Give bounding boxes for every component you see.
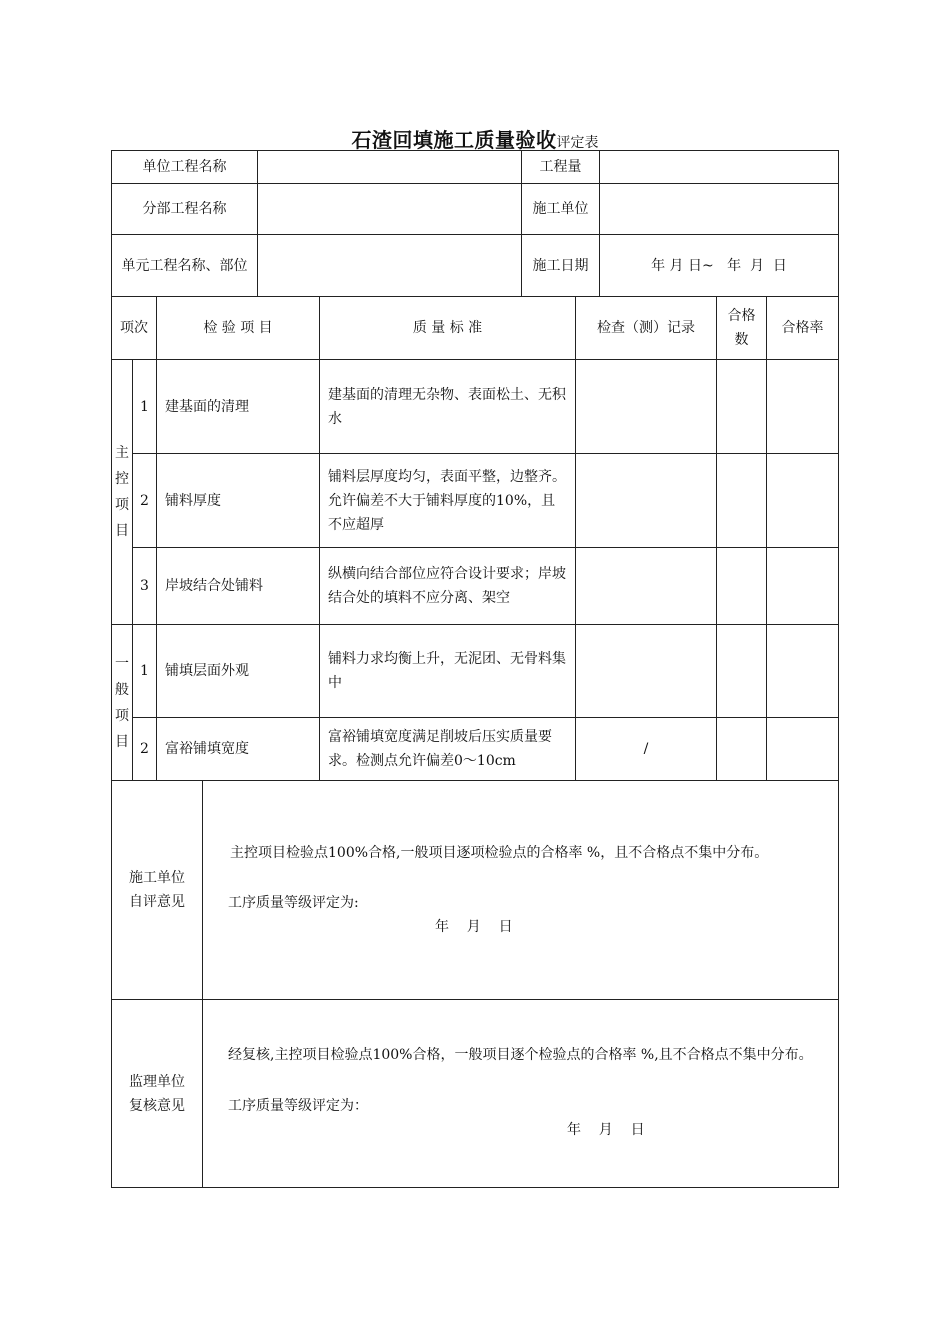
general-row-2-item: 富裕铺填宽度 [156, 717, 320, 781]
main-row-3-standard: 纵横向结合部位应符合设计要求；岸坡结合处的填料不应分离、架空 [319, 547, 576, 625]
main-row-2-standard: 铺料层厚度均匀，表面平整，边整齐。允许偏差不大于铺料厚度的10%，且不应超厚 [319, 453, 576, 548]
main-row-2-item: 铺料厚度 [156, 453, 320, 548]
contractor-date: 年 月 日 [435, 919, 513, 935]
page-title [0, 124, 950, 153]
supervisor-opinion-text: 经复核,主控项目检验点100%合格，一般项目逐个检验点的合格率 %,且不合格点不集中分布。 [228, 1047, 813, 1063]
sub-project-field[interactable] [257, 183, 522, 235]
main-row-2-record[interactable] [575, 453, 717, 548]
col-quality-standard: 质 量 标 准 [319, 296, 576, 360]
construction-date-label: 施工日期 [521, 234, 600, 297]
contractor-grade-label: 工序质量等级评定为: [228, 895, 359, 911]
general-row-1-rate[interactable] [766, 624, 839, 718]
main-row-3-item: 岸坡结合处铺料 [156, 547, 320, 625]
element-project-label: 单元工程名称、部位 [111, 234, 258, 297]
general-row-1-count[interactable] [716, 624, 767, 718]
supervisor-opinion-label: 监理单位复核意见 [111, 999, 203, 1188]
quantity-field[interactable] [599, 150, 839, 184]
main-row-1-item: 建基面的清理 [156, 359, 320, 454]
sub-project-label: 分部工程名称 [111, 183, 258, 235]
main-row-1-count[interactable] [716, 359, 767, 454]
contractor-opinion-label: 施工单位自评意见 [111, 780, 203, 1000]
main-row-3-rate[interactable] [766, 547, 839, 625]
main-row-2-no: 2 [132, 453, 157, 548]
general-row-2-record[interactable]: / [575, 717, 717, 781]
unit-project-field[interactable] [257, 150, 522, 184]
unit-project-label: 单位工程名称 [111, 150, 258, 184]
general-row-1-record[interactable] [575, 624, 717, 718]
quantity-label: 工程量 [521, 150, 600, 184]
general-row-2-standard: 富裕铺填宽度满足削坡后压实质量要求。检测点允许偏差0～10cm [319, 717, 576, 781]
col-item-no: 项次 [111, 296, 157, 360]
construction-date-field[interactable]: 年 月 日~ 年 月 日 [599, 234, 839, 297]
general-row-2-no: 2 [132, 717, 157, 781]
contractor-opinion-text: 主控项目检验点100%合格,一般项目逐项检验点的合格率 %，且不合格点不集中分布。 [230, 845, 769, 861]
main-row-1-record[interactable] [575, 359, 717, 454]
main-row-3-no: 3 [132, 547, 157, 625]
main-row-3-record[interactable] [575, 547, 717, 625]
main-row-3-count[interactable] [716, 547, 767, 625]
general-row-1-standard: 铺料力求均衡上升，无泥团、无骨料集中 [319, 624, 576, 718]
element-project-field[interactable] [257, 234, 522, 297]
main-row-1-rate[interactable] [766, 359, 839, 454]
general-row-2-count[interactable] [716, 717, 767, 781]
main-row-2-count[interactable] [716, 453, 767, 548]
main-row-1-standard: 建基面的清理无杂物、表面松土、无积水 [319, 359, 576, 454]
main-row-1-no: 1 [132, 359, 157, 454]
title-suffix: 评定表 [556, 135, 599, 151]
supervisor-date: 年 月 日 [567, 1122, 645, 1138]
title-main: 石渣回填施工质量验收 [351, 128, 557, 152]
col-qualified-count: 合格数 [716, 296, 767, 360]
main-control-group-label: 主控项目 [111, 359, 133, 625]
col-qualified-rate: 合格率 [766, 296, 839, 360]
col-check-record: 检查（测）记录 [575, 296, 717, 360]
general-row-1-no: 1 [132, 624, 157, 718]
general-row-2-rate[interactable] [766, 717, 839, 781]
general-row-1-item: 铺填层面外观 [156, 624, 320, 718]
col-inspection-item: 检 验 项 目 [156, 296, 320, 360]
main-row-2-rate[interactable] [766, 453, 839, 548]
general-group-label: 一般项目 [111, 624, 133, 781]
contractor-field[interactable] [599, 183, 839, 235]
contractor-label: 施工单位 [521, 183, 600, 235]
supervisor-grade-label: 工序质量等级评定为： [228, 1098, 368, 1114]
